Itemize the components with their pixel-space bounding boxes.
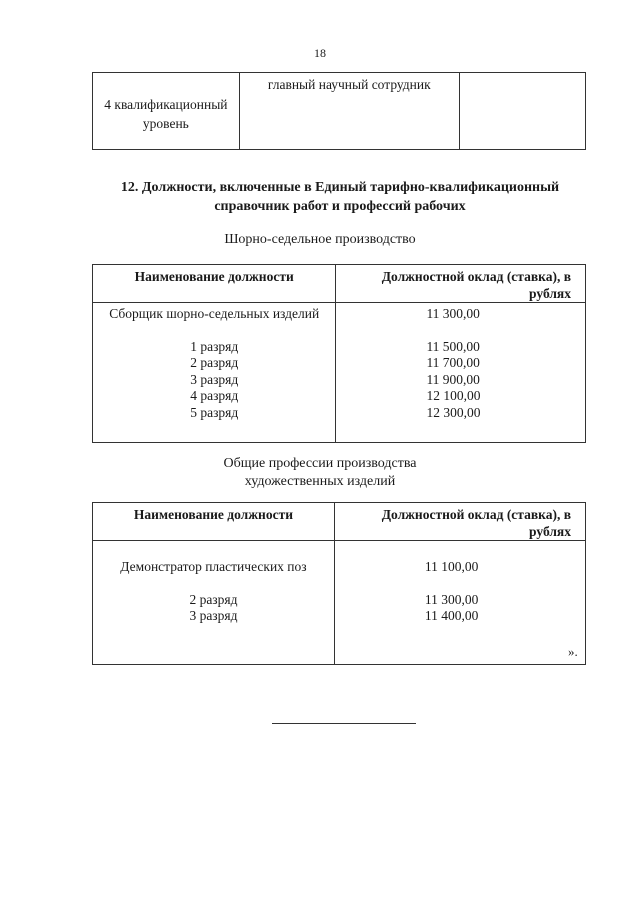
saddlery-salary-table — [92, 264, 586, 443]
grade: 2 разряд — [189, 591, 238, 607]
header-salary-line: рублях — [529, 524, 571, 539]
grade: 2 разряд — [190, 355, 239, 370]
salary-value: 12 300,00 — [426, 404, 481, 420]
salary-value: 11 700,00 — [426, 355, 480, 370]
section2-title-line: Общие профессии производства — [223, 456, 417, 471]
position-name: Сборщик шорно-седельных изделий — [109, 306, 320, 321]
grade: 5 разряд — [190, 404, 239, 420]
salary-cell — [459, 73, 585, 150]
section-heading — [80, 178, 600, 216]
salary-value: 11 300,00 — [424, 591, 479, 607]
header-salary — [336, 265, 586, 303]
table-header-row — [93, 503, 586, 541]
page-number: 18 — [314, 46, 326, 60]
table-row — [93, 73, 586, 150]
salary-value: 11 300,00 — [426, 306, 480, 321]
end-divider-line — [272, 723, 416, 724]
position-names-cell — [93, 541, 335, 665]
section2-title-line: художественных изделий — [244, 474, 396, 489]
grade: 4 разряд — [190, 388, 239, 403]
position-names-cell — [93, 303, 336, 443]
header-position-name: Наименование должности — [93, 265, 336, 303]
salary-value: 11 500,00 — [426, 338, 480, 354]
section2-title — [0, 455, 640, 491]
qualification-table — [92, 72, 586, 150]
salary-value: 11 900,00 — [426, 371, 480, 387]
table-header-row — [93, 265, 586, 303]
table-row — [93, 541, 586, 665]
salary-values-cell — [334, 541, 585, 665]
header-salary — [334, 503, 585, 541]
salary-value: 11 100,00 — [424, 559, 479, 574]
section1-title: Шорно-седельное производство — [224, 232, 416, 247]
salary-value: 11 400,00 — [424, 608, 479, 623]
grade: 3 разряд — [189, 608, 238, 623]
table-row — [93, 303, 586, 443]
grade: 1 разряд — [190, 338, 239, 354]
section-heading-line: справочник работ и профессий рабочих — [214, 199, 466, 214]
closing-quote: ». — [568, 644, 578, 659]
grade: 3 разряд — [190, 371, 239, 387]
header-salary-line: Должностной оклад (ставка), в — [381, 269, 571, 284]
header-salary-line: рублях — [529, 286, 571, 301]
position-cell: главный научный сотрудник — [239, 73, 459, 150]
qualification-level-cell: 4 квалификационный уровень — [93, 73, 240, 150]
salary-values-cell — [336, 303, 586, 443]
section-heading-line: 12. Должности, включенные в Единый тарифно-квалификационный — [120, 180, 560, 195]
header-position-name: Наименование должности — [93, 503, 335, 541]
position-name: Демонстратор пластических поз — [120, 559, 307, 574]
salary-value: 12 100,00 — [426, 388, 481, 403]
header-salary-line: Должностной оклад (ставка), в — [381, 507, 571, 522]
art-products-salary-table — [92, 502, 586, 665]
